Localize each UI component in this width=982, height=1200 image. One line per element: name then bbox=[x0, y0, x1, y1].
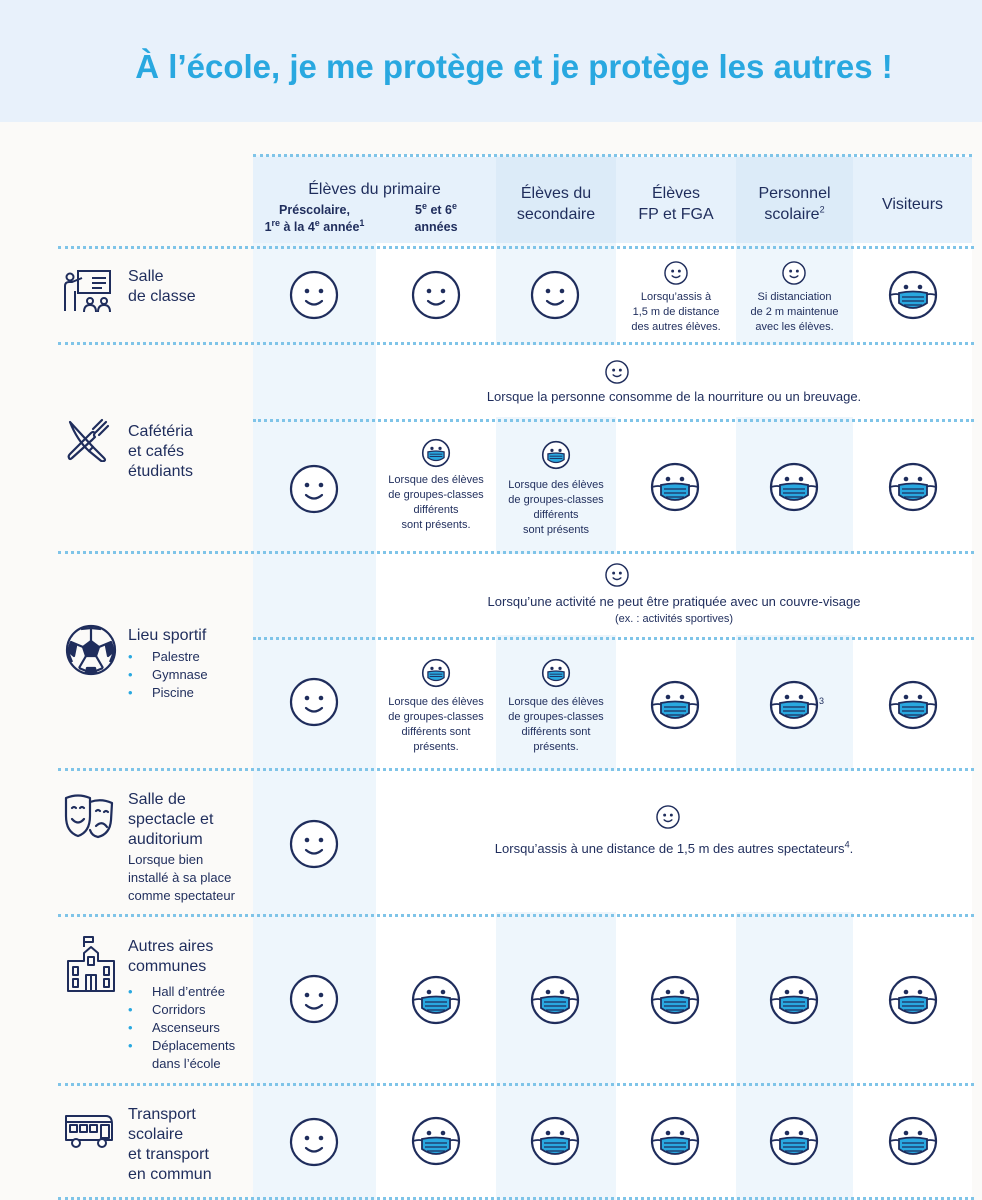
masked-face-icon bbox=[768, 679, 820, 731]
list-item: • Déplacements dans l’école bbox=[128, 1037, 235, 1073]
masked-face-icon bbox=[421, 658, 451, 688]
masked-face-icon bbox=[649, 1115, 701, 1167]
column-subheader-presco-4: Préscolaire, 1re à la 4e année$^1$ bbox=[264, 203, 365, 234]
masked-face-icon bbox=[887, 269, 939, 321]
common-list bbox=[128, 983, 235, 1073]
cafeteria-span-note: Lorsque la personne consomme de la nourriture ou un breuvage. bbox=[486, 389, 862, 404]
row-divider bbox=[58, 246, 974, 249]
column-header-staff: Personnel scolaire$^2$ bbox=[758, 185, 831, 223]
list-item: • Hall d’entrée bbox=[128, 983, 235, 1001]
bus-icon bbox=[64, 1112, 114, 1155]
masked-face-icon bbox=[887, 461, 939, 513]
smiley-face-icon bbox=[289, 464, 339, 514]
masked-face-icon bbox=[541, 658, 571, 688]
smiley-face-icon bbox=[289, 819, 339, 869]
masked-face-icon bbox=[649, 974, 701, 1026]
masked-face-icon bbox=[410, 1115, 462, 1167]
teacher-board-icon bbox=[62, 269, 114, 318]
theater-masks-icon bbox=[64, 792, 114, 845]
masked-face-icon bbox=[541, 440, 571, 470]
column-subheader-5-6: 5e et 6e années bbox=[414, 200, 458, 234]
masked-face-icon bbox=[887, 1115, 939, 1167]
smiley-face-icon bbox=[289, 1117, 339, 1167]
column-header-visitors: Visiteurs bbox=[881, 196, 944, 213]
sports-56-note: Lorsque des élèves de groupes-classes différents sont présents. bbox=[388, 696, 484, 753]
smiley-face-icon bbox=[664, 261, 688, 285]
row-divider bbox=[58, 914, 974, 917]
row-title-transport: Transport scolaire et transport en commun bbox=[128, 1106, 212, 1183]
header-top-line bbox=[253, 154, 972, 157]
masked-face-icon bbox=[887, 974, 939, 1026]
row-title-auditorium: Salle de spectacle et auditorium bbox=[128, 791, 214, 848]
masked-face-icon bbox=[529, 1115, 581, 1167]
smiley-face-icon bbox=[530, 270, 580, 320]
cafeteria-span-bg bbox=[376, 345, 972, 417]
classroom-fp-note: Lorsqu’assis à 1,5 m de distance des autres élèves. bbox=[631, 291, 721, 333]
classroom-staff-note: Si distanciation de 2 m maintenue avec les élèves. bbox=[750, 291, 839, 333]
list-item: • Palestre bbox=[128, 648, 208, 666]
masked-face-icon bbox=[529, 974, 581, 1026]
column-header-fp-fga: Élèves FP et FGA bbox=[638, 185, 714, 223]
smiley-face-icon bbox=[289, 677, 339, 727]
masked-face-icon bbox=[768, 974, 820, 1026]
sports-span-note-small: (ex. : activités sportives) bbox=[615, 613, 733, 625]
subrow-divider bbox=[253, 637, 974, 640]
auditorium-span-note: Lorsqu’assis à une distance de 1,5 m des autres spectateurs$^4$. bbox=[494, 839, 854, 856]
row-title-cafeteria: Cafétéria et cafés étudiants bbox=[128, 423, 193, 480]
list-item: • Corridors bbox=[128, 1001, 235, 1019]
cafeteria-56-note: Lorsque des élèves de groupes-classes différents sont présents. bbox=[388, 474, 484, 531]
smiley-face-icon bbox=[289, 974, 339, 1024]
protection-table bbox=[0, 122, 982, 1200]
auditorium-note: Lorsque bien installé à sa place comme spectateur bbox=[128, 852, 235, 903]
smiley-face-icon bbox=[782, 261, 806, 285]
page-header bbox=[0, 0, 982, 122]
masked-face-icon bbox=[768, 461, 820, 513]
masked-face-icon bbox=[649, 679, 701, 731]
row-divider bbox=[58, 1083, 974, 1086]
list-item: • Piscine bbox=[128, 684, 208, 702]
column-header-primary: Élèves du primaire bbox=[308, 181, 441, 198]
smiley-face-icon bbox=[411, 270, 461, 320]
row-title-sports: Lieu sportif bbox=[128, 627, 207, 644]
smiley-face-icon bbox=[289, 270, 339, 320]
cafeteria-secondary-note: Lorsque des élèves de groupes-classes différents sont présents bbox=[508, 479, 604, 536]
subrow-divider bbox=[253, 419, 974, 422]
column-header-secondary: Élèves du secondaire bbox=[516, 185, 596, 223]
soccer-ball-icon bbox=[65, 624, 117, 681]
smiley-face-icon bbox=[605, 360, 629, 384]
smiley-face-icon bbox=[656, 805, 680, 829]
list-item: • Ascenseurs bbox=[128, 1019, 235, 1037]
masked-face-icon bbox=[410, 974, 462, 1026]
row-title-common: Autres aires communes bbox=[128, 938, 214, 975]
school-building-icon bbox=[66, 935, 116, 998]
list-item: • Gymnase bbox=[128, 666, 208, 684]
masked-face-icon bbox=[421, 438, 451, 468]
sports-span-note: Lorsqu’une activité ne peut être pratiquée avec un couvre-visage bbox=[487, 594, 861, 609]
masked-face-icon bbox=[768, 1115, 820, 1167]
footnote-3: 3 bbox=[819, 696, 825, 706]
row-title-classroom: Salle de classe bbox=[128, 268, 196, 305]
sports-secondary-note: Lorsque des élèves de groupes-classes différents sont présents. bbox=[508, 696, 604, 753]
masked-face-icon bbox=[887, 679, 939, 731]
smiley-face-icon bbox=[605, 563, 629, 587]
sports-list bbox=[128, 648, 208, 702]
knife-fork-icon bbox=[66, 418, 110, 467]
page-title: À l’école, je me protège et je protège les autres ! bbox=[135, 48, 893, 85]
masked-face-icon bbox=[649, 461, 701, 513]
